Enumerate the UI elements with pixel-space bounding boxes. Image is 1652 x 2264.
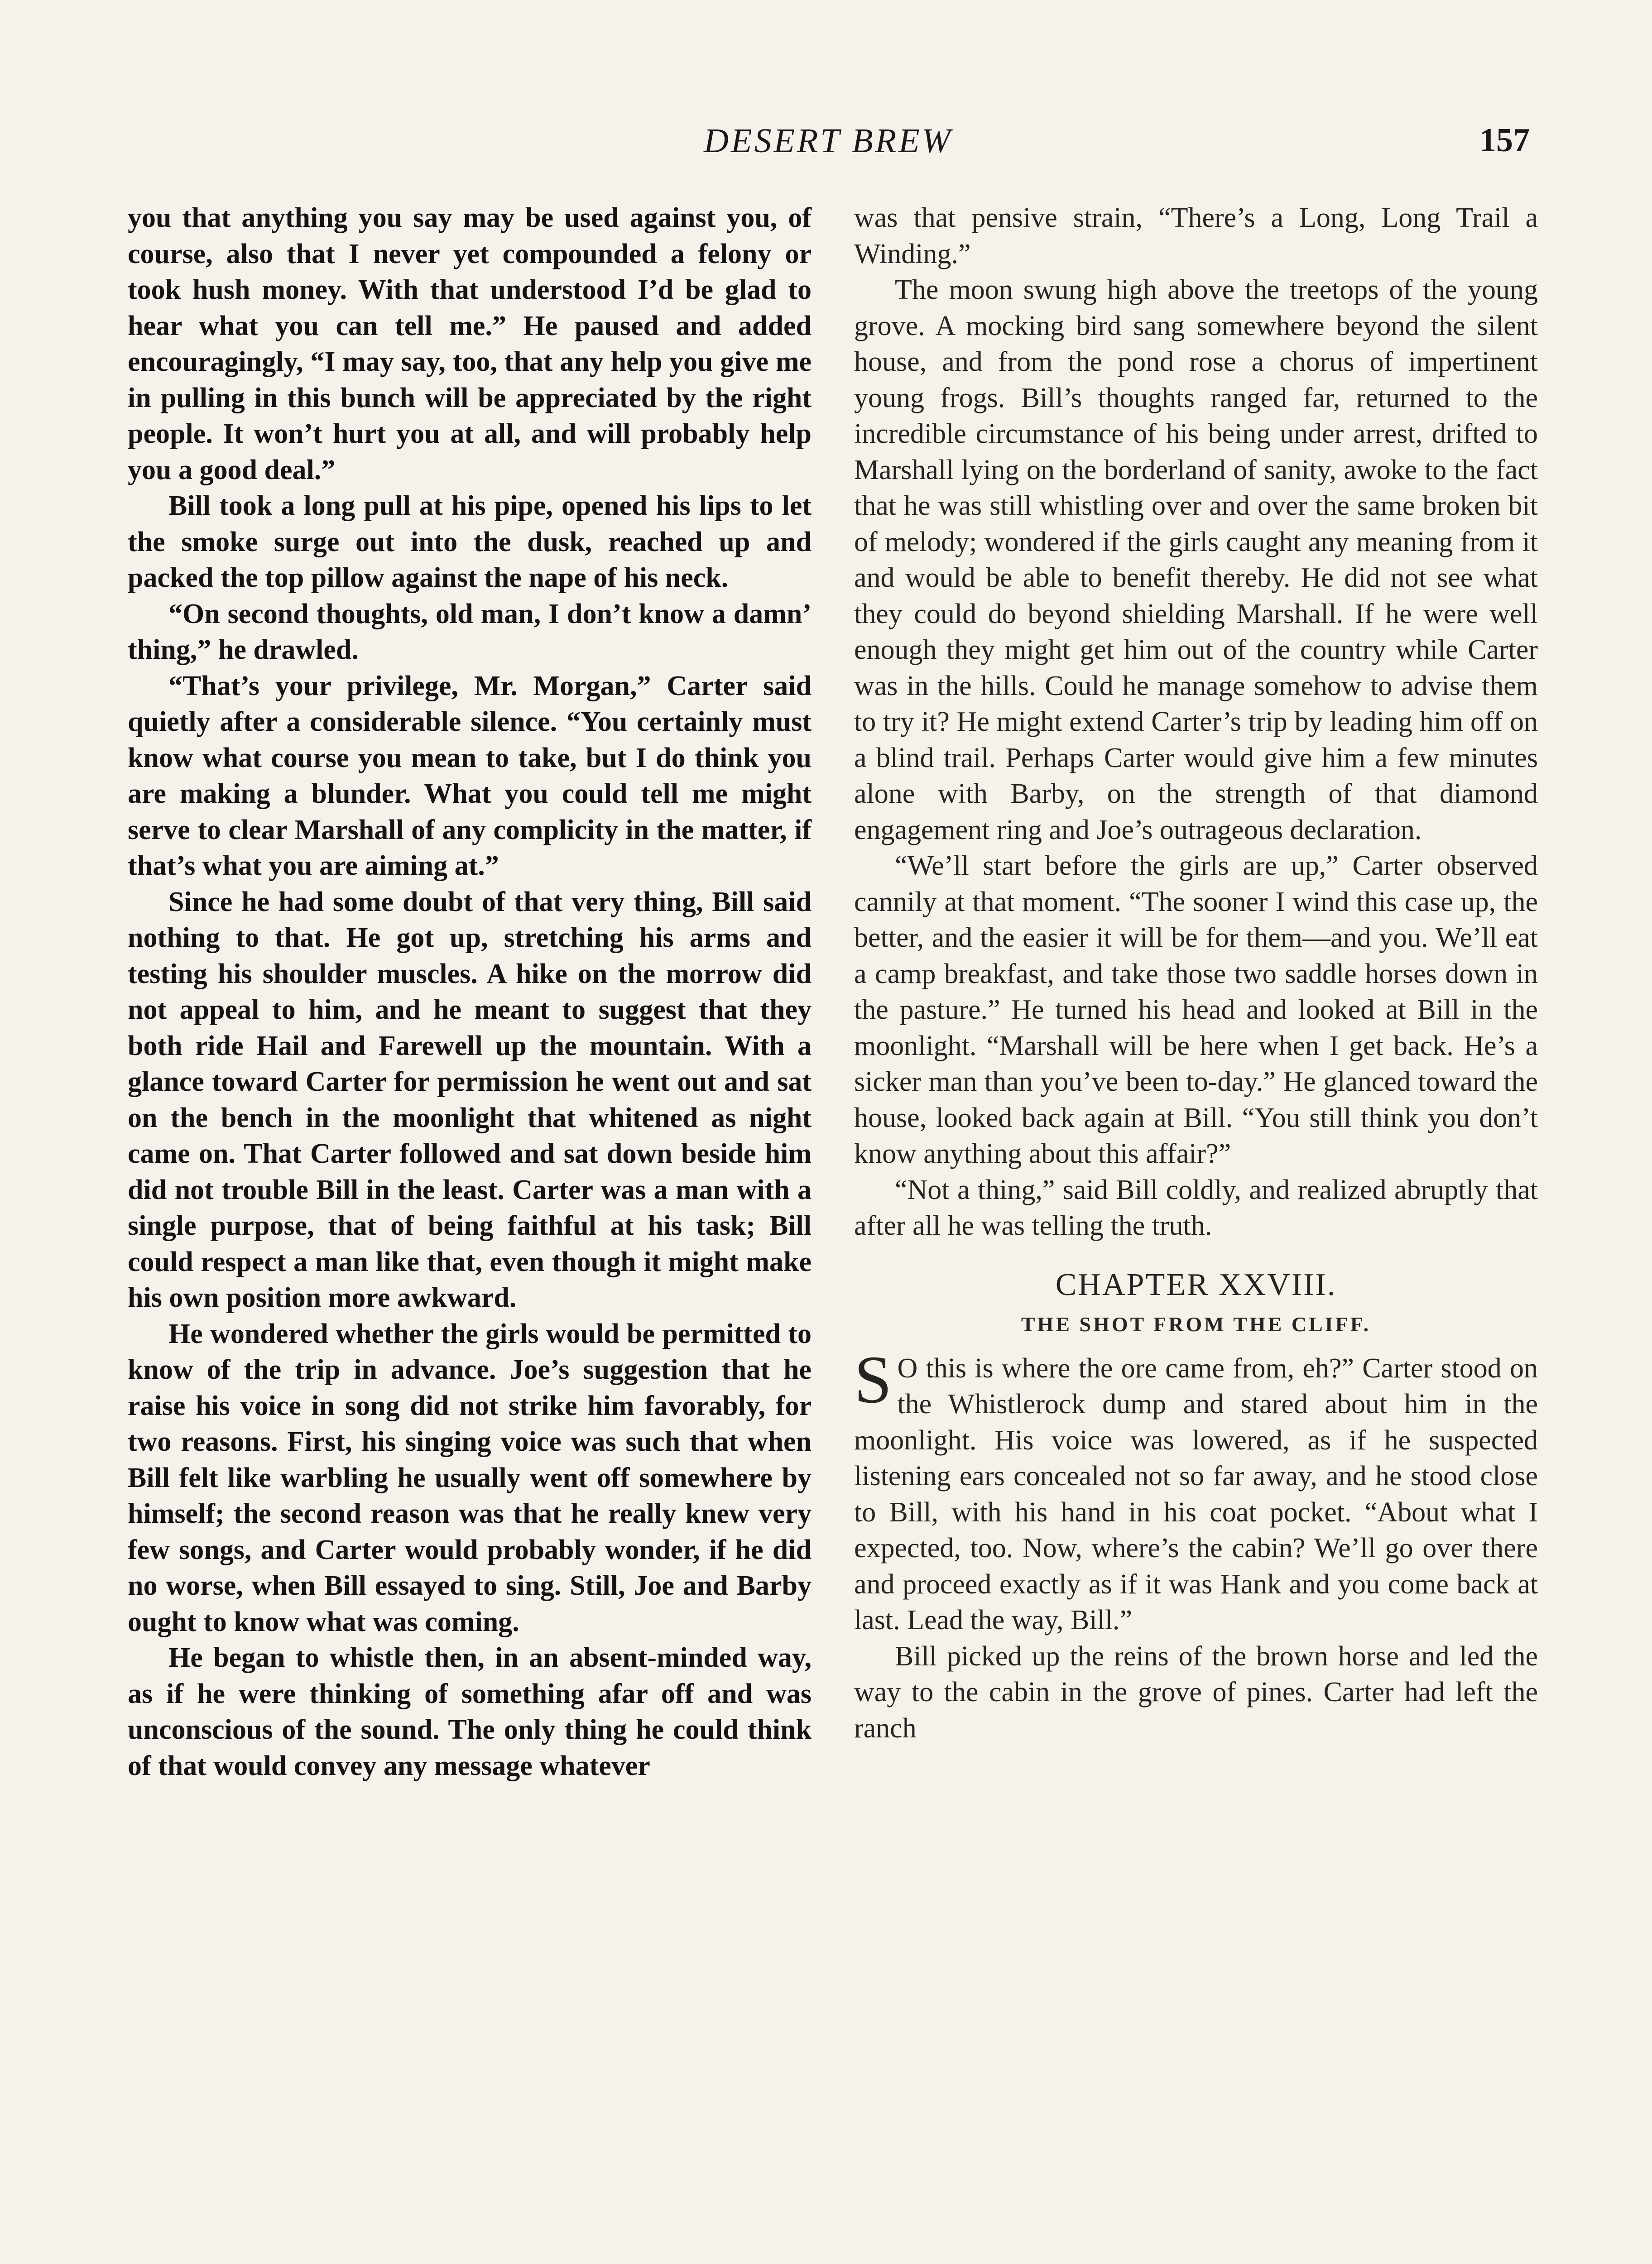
chapter-subtitle: THE SHOT FROM THE CLIFF. [1021, 1313, 1371, 1336]
paragraph: “We’ll start before the girls are up,” Carter observed cannily at that moment. “The sooner I wind this case up, the better, and the easier it will be for them—and you. We’ll eat a camp breakfast, and take those two saddle horses down in the pasture.” He turned his head and looked at Bill in the moonlight. “Marshall will be here when I get back. He’s a sicker man than you’ve been to-day.” He glanced toward the house, looked back again at Bill. “You still think you don’t know anything about this affair?” [854, 850, 1538, 1169]
chapter-opening-text: O this is where the ore came from, eh?” Carter stood on the Whistlerock dump and stared about him in the moonlight. His voice was lowered, as if he suspected listening ears concealed not so far away, and he stood close to Bill, with his hand in his coat pocket. “About what I expected, too. Now, where’s the cabin? We’ll go over there and proceed exactly as if it was Hank and you come back at last. Lead the way, Bill.” [854, 1353, 1538, 1636]
paragraph: “Not a thing,” said Bill coldly, and realized abruptly that after all he was telling the truth. [854, 1174, 1538, 1241]
paragraph: you that anything you say may be used against you, of course, also that I never yet compounded a felony or took hush money. With that understood I’d be glad to hear what you can tell me.” He paused and added encouragingly, “I may say, too, that any help you give me in pulling in this bunch will be appreciated by the right people. It won’t hurt you at all, and will probably help you a good deal.” [128, 202, 812, 485]
chapter-opening-paragraph [854, 1342, 1538, 1639]
paragraph: Bill picked up the reins of the brown horse and led the way to the cabin in the grove of pines. Carter had left the ranch [854, 1640, 1538, 1744]
paragraph: was that pensive strain, “There’s a Long, Long Trail a Winding.” [854, 202, 1538, 269]
chapter-heading: CHAPTER XXVIII. [1055, 1267, 1337, 1302]
paragraph: “That’s your privilege, Mr. Morgan,” Carter said quietly after a considerable silence. “You certainly must know what course you mean to take, but I do think you are making a blunder. What you could tell me might serve to clear Marshall of any complicity in the matter, if that’s what you are aiming at.” [128, 670, 812, 881]
page-number: 157 [1479, 122, 1530, 159]
page-header [127, 121, 1530, 171]
paragraph: Since he had some doubt of that very thing, Bill said nothing to that. He got up, stretching his arms and testing his shoulder muscles. A hike on the morrow did not appeal to him, and he meant to suggest that they both ride Hail and Farewell up the mountain. With a glance toward Carter for permission he went out and sat on the bench in the moonlight that whitened as night came on. That Carter followed and sat down beside him did not trouble Bill in the least. Carter was a man with a single purpose, that of being faithful at his task; Bill could respect a man like that, even though it might make his own position more awkward. [128, 886, 812, 1313]
running-title: DESERT BREW [704, 122, 953, 160]
right-column [854, 200, 1538, 1746]
drop-cap: S [854, 1342, 892, 1417]
left-column [128, 200, 812, 1784]
paragraph: The moon swung high above the treetops of the young grove. A mocking bird sang somewhere beyond the silent house, and from the pond rose a chorus of impertinent young frogs. Bill’s thoughts ranged far, returned to the incredible circumstance of his being under arrest, drifted to Marshall lying on the borderland of sanity, awoke to the fact that he was still whistling over and over the same broken bit of melody; wondered if the girls caught any meaning from it and would be able to benefit thereby. He did not see what they could do beyond shielding Marshall. If he were well enough they might get him out of the country while Carter was in the hills. Could he manage somehow to advise them to try it? He might extend Carter’s trip by leading him off on a blind trail. Perhaps Carter would give him a few minutes alone with Barby, on the strength of that diamond engagement ring and Joe’s outrageous declaration. [854, 274, 1538, 845]
paragraph: Bill took a long pull at his pipe, opened his lips to let the smoke surge out into the dusk, reached up and packed the top pillow against the nape of his neck. [128, 490, 812, 593]
paragraph: He wondered whether the girls would be permitted to know of the trip in advance. Joe’s suggestion that he raise his voice in song did not strike him favorably, for two reasons. First, his singing voice was such that when Bill felt like warbling he usually went off somewhere by himself; the second reason was that he really knew very few songs, and Carter would probably wonder, if he did no worse, when Bill essayed to sing. Still, Joe and Barby ought to know what was coming. [128, 1318, 812, 1637]
paragraph: “On second thoughts, old man, I don’t know a damn’ thing,” he drawled. [128, 598, 812, 665]
paragraph: He began to whistle then, in an absent-minded way, as if he were thinking of something afar off and was unconscious of the sound. The only thing he could think of that would convey any message whatever [128, 1642, 812, 1781]
